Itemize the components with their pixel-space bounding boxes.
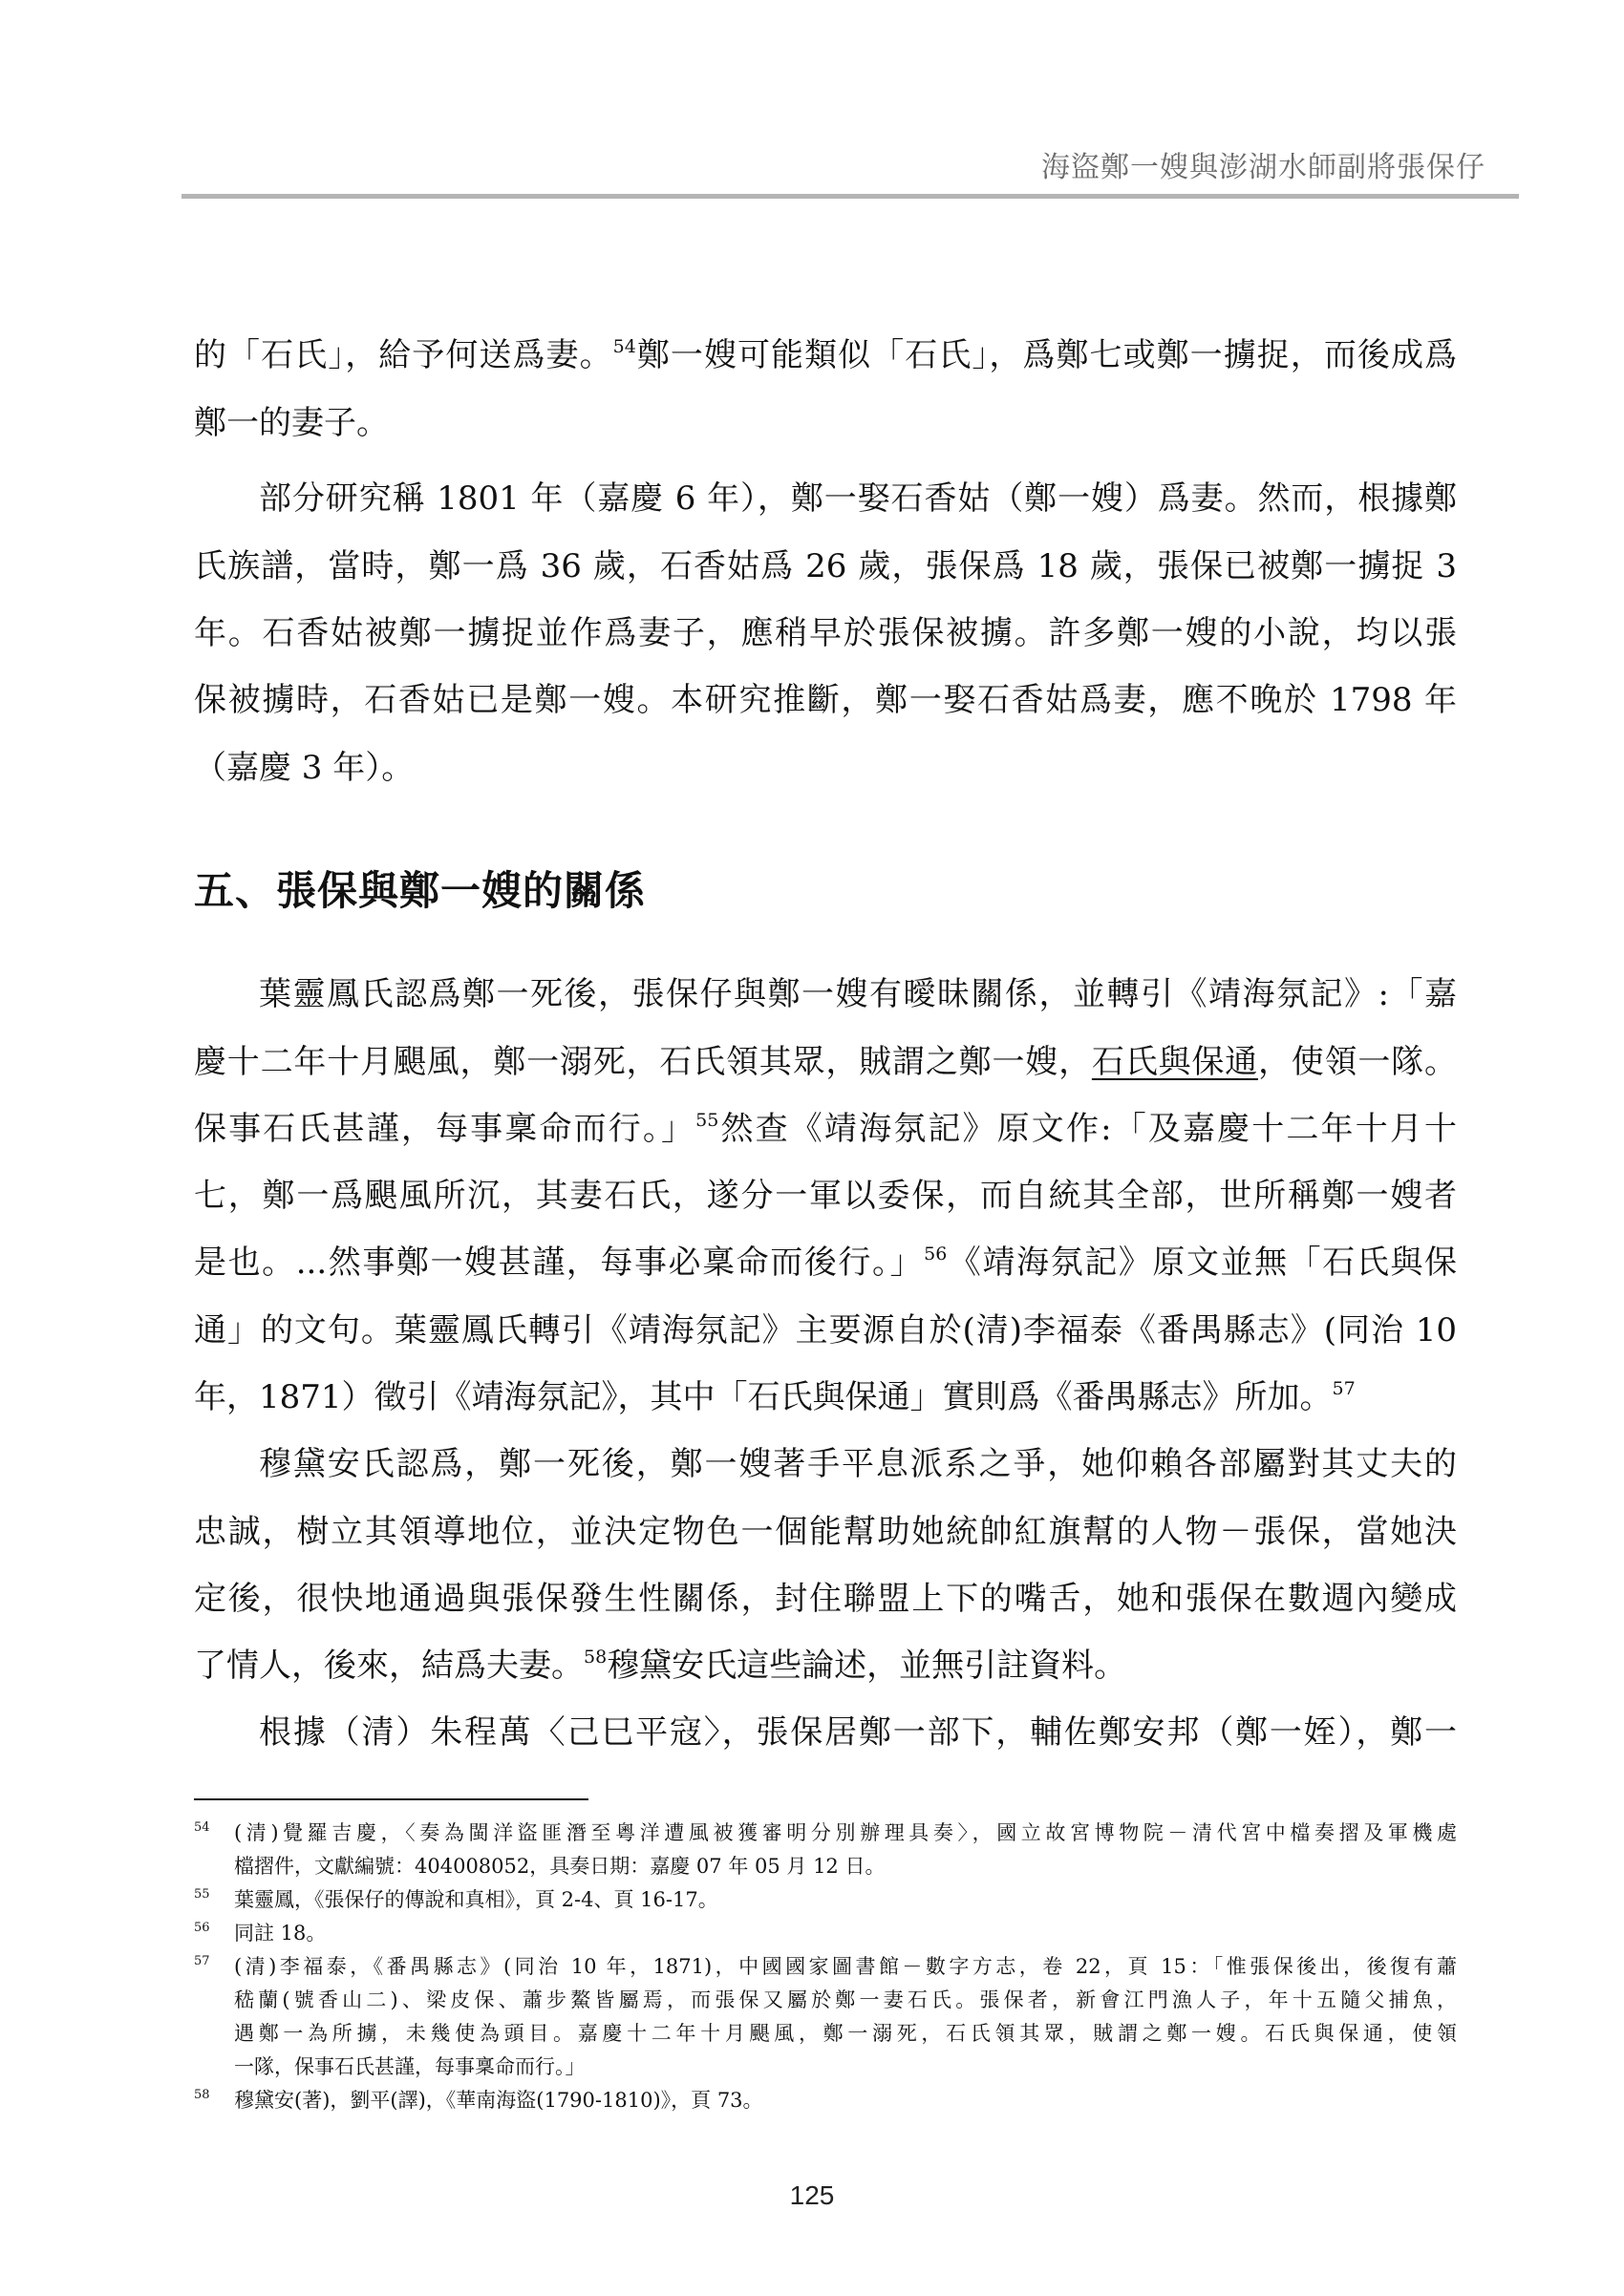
p4-line-3: 定後，很快地通過與張保發生性關係，封住聯盟上下的嘴舌，她和張保在數週內變成 [194,1580,1457,1618]
p4-line-4 [194,1647,1457,1685]
footnote-ref-56[interactable]: 56 [924,1244,948,1265]
p1-line-2: 鄭一的妻子。 [194,404,389,442]
text: 保事石氏甚謹，每事稟命而行。」 [194,1110,696,1148]
footnote-line: 檔摺件，文獻編號：404008052，具奏日期：嘉慶 07 年 05 月 12 日。 [234,1855,886,1878]
p3-line-4: 七，鄭一爲颶風所沉，其妻石氏，遂分一軍以委保，而自統其全部，世所稱鄭一嫂者 [194,1177,1457,1215]
p3-line-5 [194,1244,1457,1282]
p2-line-1: 部分研究稱 1801 年（嘉慶 6 年），鄭一娶石香姑（鄭一嫂）爲妻。然而，根據鄭 [259,479,1457,518]
text: 然查《靖海氛記》原文作:「及嘉慶十二年十月十 [718,1110,1457,1148]
footnote-ref-55[interactable]: 55 [695,1110,719,1131]
p2-line-4: 保被擄時，石香姑已是鄭一嫂。本研究推斷，鄭一娶石香姑爲妻，應不晚於 1798 年 [194,681,1457,719]
footnote-line: 葉靈鳳，《張保仔的傳說和真相》，頁 2-4、頁 16-17。 [234,1888,718,1911]
footnote-line: 同註 18。 [234,1922,327,1945]
text: 是也。...然事鄭一嫂甚謹，每事必稟命而後行。」 [194,1244,925,1282]
footnote-line: (清)覺羅吉慶，〈奏為閩洋盜匪潛至粵洋遭風被獲審明分別辦理具奏〉，國立故宮博物院－清代宮中檔奏摺及軍機處 [234,1821,1457,1844]
text: 年，1871）徵引《靖海氛記》，其中「石氏與保通」實則爲《番禺縣志》所加。 [194,1378,1333,1416]
p3-line-3 [194,1110,1457,1148]
p4-line-2: 忠誠，樹立其領導地位，並決定物色一個能幫助她統帥紅旗幫的人物－張保，當她決 [194,1513,1457,1551]
footnote-line: 遇鄭一為所擄，未幾使為頭目。嘉慶十二年十月颶風，鄭一溺死，石氏領其眾，賊謂之鄭一嫂。石氏與保通，使領 [234,2022,1457,2045]
footnote-ref-58[interactable]: 58 [584,1647,608,1668]
text: 慶十二年十月颶風，鄭一溺死，石氏領其眾，賊謂之鄭一嫂， [194,1043,1092,1081]
page-number: 125 [789,2180,835,2210]
footnote-number: 57 [194,1954,210,1968]
p2-line-2: 氏族譜，當時，鄭一爲 36 歲，石香姑爲 26 歲，張保爲 18 歲，張保已被鄭一擄捉 3 [194,547,1457,585]
text: 鄭一嫂可能類似「石氏」，爲鄭七或鄭一擄捉，而後成爲 [635,336,1458,374]
footnote-ref-57[interactable]: 57 [1332,1378,1356,1399]
footnote-line: 一隊，保事石氏甚謹，每事稟命而行。」 [234,2055,586,2078]
running-header-title: 海盜鄭一嫂與澎湖水師副將張保仔 [1041,151,1485,184]
footnote-number: 56 [194,1921,210,1935]
p5-line-1: 根據（清）朱程萬〈己巳平寇〉，張保居鄭一部下，輔佐鄭安邦（鄭一姪），鄭一 [259,1713,1457,1752]
footnote-line: 穆黛安(著)，劉平(譯)，《華南海盜(1790-1810)》，頁 73。 [234,2089,763,2112]
footnote-number: 54 [194,1820,210,1835]
p3-line-7 [194,1378,1457,1416]
underlined-phrase: 石氏與保通 [1091,1043,1258,1081]
p3-line-6: 通」的文句。葉靈鳳氏轉引《靖海氛記》主要源自於(清)李福泰《番禺縣志》(同治 10 [194,1311,1457,1350]
text: 《靖海氛記》原文並無「石氏與保 [947,1244,1457,1282]
footnote-line: (清)李福泰，《番禺縣志》(同治 10 年，1871)，中國國家圖書館－數字方志，卷 22，頁 15：「惟張保後出，後復有蕭 [234,1955,1457,1978]
text: 的「石氏」，給予何送爲妻。 [194,336,613,374]
p4-line-1: 穆黛安氏認爲，鄭一死後，鄭一嫂著手平息派系之爭，她仰賴各部屬對其丈夫的 [259,1445,1457,1483]
p2-line-5: （嘉慶 3 年）。 [194,749,415,787]
header-rule [182,194,1519,199]
p2-line-3: 年。石香姑被鄭一擄捉並作爲妻子，應稍早於張保被擄。許多鄭一嫂的小說，均以張 [194,614,1457,652]
text: 穆黛安氏這些論述，並無引註資料。 [607,1647,1127,1685]
footnote-line: 嵇蘭(號香山二)、梁皮保、蕭步鰲皆屬焉，而張保又屬於鄭一妻石氏。張保者，新會江門漁人子，年十五隨父捕魚， [234,1988,1457,2011]
footnote-number: 55 [194,1887,210,1902]
footnote-separator [194,1798,588,1800]
text: 了情人，後來，結爲夫妻。 [194,1647,584,1685]
p3-line-2 [194,1043,1457,1081]
p3-line-1: 葉靈鳳氏認爲鄭一死後，張保仔與鄭一嫂有曖昧關係，並轉引《靖海氛記》:「嘉 [259,975,1457,1013]
text: ，使領一隊。 [1257,1043,1458,1081]
footnote-ref-54[interactable]: 54 [612,336,636,357]
footnote-number: 58 [194,2088,210,2102]
section-heading: 五、張保與鄭一嫂的關係 [194,867,647,914]
p1-line-1 [194,336,1457,374]
